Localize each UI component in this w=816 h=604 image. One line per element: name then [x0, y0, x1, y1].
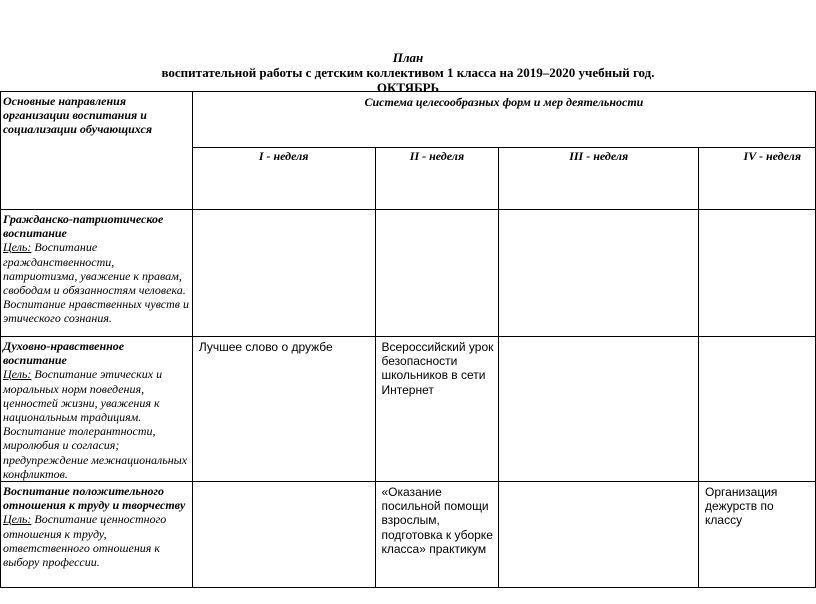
direction-title: Духовно-нравственное воспитание [3, 339, 125, 368]
direction-cell [1, 482, 193, 588]
table-row [1, 337, 816, 482]
document-title [0, 50, 816, 95]
direction-title: Воспитание положительного отношения к труду и творчеству [3, 484, 186, 513]
activity-week-1 [192, 482, 375, 588]
activity-week-1 [192, 210, 375, 337]
direction-cell [1, 210, 193, 337]
activity-week-2 [375, 210, 499, 337]
header-directions: Основные направления организации воспитания и социализации обучающихся [1, 92, 193, 210]
activity-week-3 [499, 482, 699, 588]
direction-title: Гражданско-патриотическое воспитание [3, 212, 164, 241]
activity-week-4 [699, 337, 816, 482]
activity-week-4 [699, 210, 816, 337]
goal-text: Воспитание гражданственности, патриотизма, уважение к правам, свободам и обязанностям человека. Воспитание нравственных чувств и этического сознания. [3, 240, 189, 326]
activity-week-2: «Оказание посильной помощи взрослым, подготовка к уборке класса» практикум [375, 482, 499, 588]
activity-week-3 [499, 337, 699, 482]
title-subtitle: воспитательной работы с детским коллективом 1 класса на 2019–2020 учебный год. [161, 65, 655, 80]
activity-week-3 [499, 210, 699, 337]
table-row [1, 482, 816, 588]
goal-label: Цель: [3, 240, 32, 255]
title-plan: План [392, 50, 424, 65]
week-1-header: I - неделя [192, 148, 375, 210]
header-system: Система целесообразных форм и мер деятельности [192, 92, 815, 148]
plan-table [0, 91, 816, 588]
week-4-header: IV - неделя [699, 148, 816, 210]
activity-week-1: Лучшее слово о дружбе [192, 337, 375, 482]
activity-week-4: Организация дежурств по классу [699, 482, 816, 588]
table-row [1, 210, 816, 337]
title-month: ОКТЯБРЬ [376, 80, 440, 95]
week-3-header: III - неделя [499, 148, 699, 210]
direction-cell [1, 337, 193, 482]
goal-text: Воспитание ценностного отношения к труду, ответственного отношения к выбору профессии. [3, 512, 167, 570]
direction-goal [3, 240, 190, 325]
week-2-header: II - неделя [375, 148, 499, 210]
goal-label: Цель: [3, 367, 32, 382]
goal-text: Воспитание этических и моральных норм поведения, ценностей жизни, уважения к национальным традициям. Воспитание толерантности, миролюбия и согласия; предупреждение межнациональных конфликтов. [3, 367, 188, 481]
goal-label: Цель: [3, 512, 32, 527]
direction-goal [3, 512, 190, 569]
direction-goal [3, 367, 190, 481]
activity-week-2: Всероссийский урок безопасности школьников в сети Интернет [375, 337, 499, 482]
